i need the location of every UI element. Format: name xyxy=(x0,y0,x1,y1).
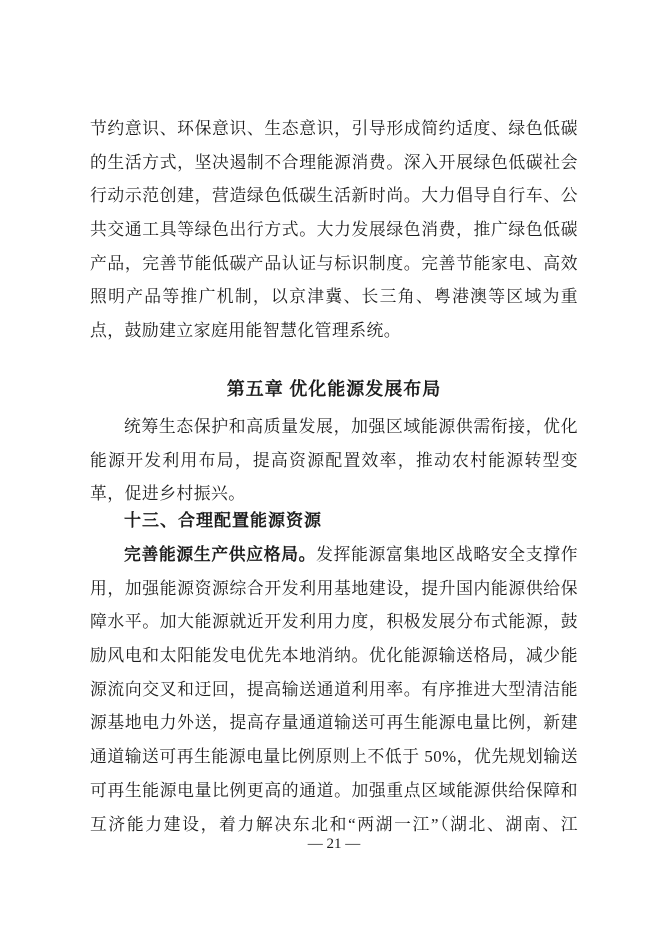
text-line xyxy=(90,538,578,572)
text-line: 共交通工具等绿色出行方式。大力发展绿色消费，推广绿色低碳 xyxy=(90,220,578,240)
text-line: 点，鼓励建立家庭用能智慧化管理系统。 xyxy=(90,321,402,341)
text-line: 节约意识、环保意识、生态意识，引导形成简约适度、绿色低碳 xyxy=(90,119,578,138)
paragraph-green-consumption xyxy=(90,112,578,348)
text-line: 的生活方式，坚决遏制不合理能源消费。深入开展绿色低碳社会 xyxy=(90,152,578,172)
text-line: 用，加强能源资源综合开发利用基地建设，提升国内能源供给保 xyxy=(90,578,578,598)
text-line: 互济能力建设，着力解决东北和“两湖一江”（湖北、湖南、江 xyxy=(90,814,578,834)
text-line: 统筹生态保护和高质量发展，加强区域能源供需衔接，优化 xyxy=(124,417,578,436)
text-run: 发挥能源富集地区战略安全支撑作 xyxy=(316,545,578,564)
text-line: 行动示范创建，营造绿色低碳生活新时尚。大力倡导自行车、公 xyxy=(90,186,578,206)
text-line: 励风电和太阳能发电优先本地消纳。优化能源输送格局，减少能 xyxy=(90,646,578,666)
text-line: 源流向交叉和迂回，提高输送通道利用率。有序推进大型清洁能 xyxy=(90,679,578,699)
paragraph-chapter-intro xyxy=(90,410,578,511)
bold-lead-in: 完善能源生产供应格局。 xyxy=(124,545,317,564)
text-line: 能源开发利用布局，提高资源配置效率，推动农村能源转型变 xyxy=(90,450,578,470)
text-line: 障水平。加大能源就近开发利用力度，积极发展分布式能源，鼓 xyxy=(90,612,578,632)
section-13-heading: 十三、合理配置能源资源 xyxy=(124,511,322,530)
chapter-5-heading: 第五章 优化能源发展布局 xyxy=(226,379,442,399)
page-number: — 21 — xyxy=(307,836,361,852)
text-line: 源基地电力外送，提高存量通道输送可再生能源电量比例，新建 xyxy=(90,713,578,733)
text-line: 通道输送可再生能源电量比例原则上不低于 50%，优先规划输送 xyxy=(90,747,578,767)
text-line: 照明产品等推广机制，以京津冀、长三角、粤港澳等区域为重 xyxy=(90,287,578,307)
text-line: 产品，完善节能低碳产品认证与标识制度。完善节能家电、高效 xyxy=(90,253,578,273)
text-line: 革，促进乡村振兴。 xyxy=(90,484,246,504)
text-line: 可再生能源电量比例更高的通道。加强重点区域能源供给保障和 xyxy=(90,780,578,800)
paragraph-energy-supply-layout xyxy=(90,538,578,841)
